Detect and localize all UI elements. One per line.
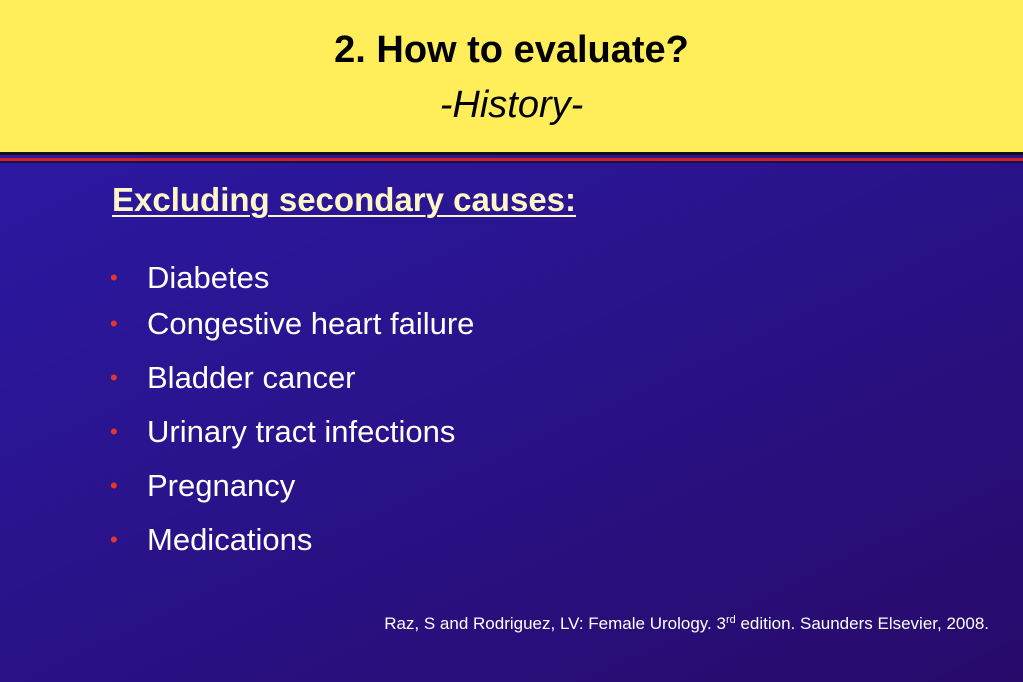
bullet-text: Congestive heart failure bbox=[147, 306, 475, 341]
bullet-text: Diabetes bbox=[147, 260, 270, 295]
citation-main: Raz, S and Rodriguez, LV: Female Urology. 3 bbox=[384, 614, 726, 633]
bullet-text: Medications bbox=[147, 522, 313, 557]
slide-title: 2. How to evaluate? bbox=[334, 29, 689, 71]
bullet-dot-icon: • bbox=[110, 311, 118, 336]
bullet-dot-icon: • bbox=[110, 473, 118, 498]
slide-subtitle: -History- bbox=[439, 84, 584, 126]
section-heading: Excluding secondary causes: bbox=[112, 181, 577, 218]
bullet-text: Pregnancy bbox=[147, 468, 296, 503]
title-band bbox=[0, 0, 1023, 155]
citation-tail: edition. Saunders Elsevier, 2008. bbox=[735, 614, 989, 633]
bullet-dot-icon: • bbox=[110, 527, 118, 552]
citation bbox=[384, 612, 989, 636]
bullet-text: Bladder cancer bbox=[147, 360, 356, 395]
citation-superscript: rd bbox=[725, 614, 736, 626]
bullet-dot-icon: • bbox=[110, 365, 118, 390]
shadow-divider bbox=[0, 161, 1023, 163]
bullet-dot-icon: • bbox=[110, 419, 118, 444]
bullet-dot-icon: • bbox=[110, 265, 118, 290]
bullet-text: Urinary tract infections bbox=[147, 414, 456, 449]
